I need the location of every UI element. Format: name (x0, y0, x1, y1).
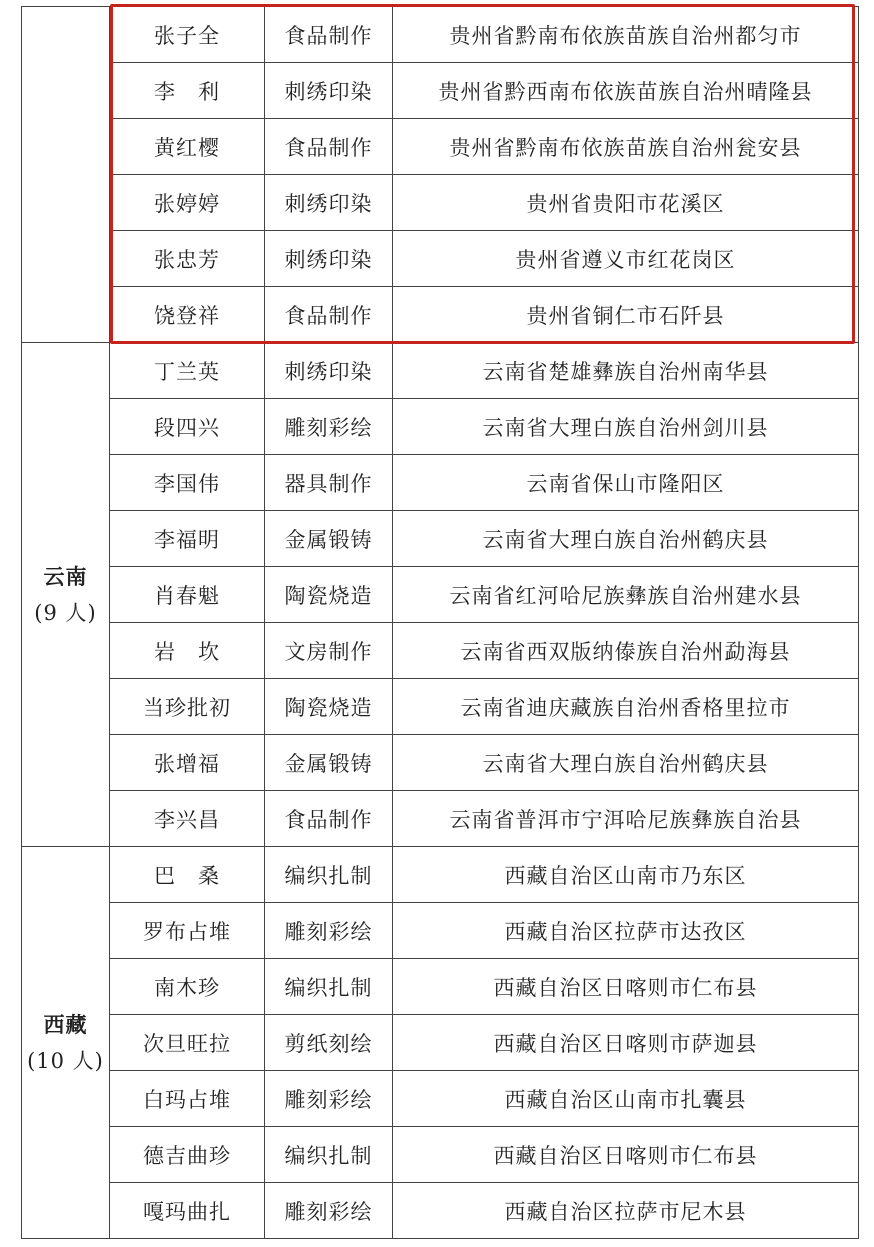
location-cell: 贵州省贵阳市花溪区 (393, 175, 859, 231)
person-name-cell: 嘎玛曲扎 (110, 1183, 265, 1239)
table-row (22, 1183, 859, 1239)
craft-category-cell: 雕刻彩绘 (265, 1071, 393, 1127)
person-name-cell: 黄红樱 (110, 119, 265, 175)
region-count: (10 人) (27, 1048, 104, 1073)
table-row (22, 175, 859, 231)
person-name-cell: 李国伟 (110, 455, 265, 511)
location-cell: 云南省保山市隆阳区 (393, 455, 859, 511)
table-row (22, 567, 859, 623)
person-name-cell: 当珍批初 (110, 679, 265, 735)
craft-category-cell: 陶瓷烧造 (265, 567, 393, 623)
craft-category-cell: 刺绣印染 (265, 343, 393, 399)
person-name-cell: 丁兰英 (110, 343, 265, 399)
location-cell: 贵州省黔西南布依族苗族自治州晴隆县 (393, 63, 859, 119)
person-name-cell: 白玛占堆 (110, 1071, 265, 1127)
table-row (22, 847, 859, 903)
table-row (22, 231, 859, 287)
location-cell: 西藏自治区日喀则市仁布县 (393, 959, 859, 1015)
table-row (22, 791, 859, 847)
table-row (22, 287, 859, 343)
location-cell: 西藏自治区拉萨市尼木县 (393, 1183, 859, 1239)
person-name-cell: 岩 坎 (110, 623, 265, 679)
table-row (22, 343, 859, 399)
craft-category-cell: 雕刻彩绘 (265, 1183, 393, 1239)
location-cell: 贵州省黔南布依族苗族自治州瓮安县 (393, 119, 859, 175)
location-cell: 西藏自治区日喀则市萨迦县 (393, 1015, 859, 1071)
location-cell: 云南省迪庆藏族自治州香格里拉市 (393, 679, 859, 735)
person-name-cell: 张子全 (110, 7, 265, 63)
location-cell: 西藏自治区山南市乃东区 (393, 847, 859, 903)
location-cell: 贵州省黔南布依族苗族自治州都匀市 (393, 7, 859, 63)
person-name-cell: 次旦旺拉 (110, 1015, 265, 1071)
location-cell: 西藏自治区拉萨市达孜区 (393, 903, 859, 959)
region-name: 云南 (43, 564, 88, 589)
table-row (22, 679, 859, 735)
person-name-cell: 张婷婷 (110, 175, 265, 231)
table-row (22, 455, 859, 511)
craft-category-cell: 剪纸刻绘 (265, 1015, 393, 1071)
craft-category-cell: 雕刻彩绘 (265, 903, 393, 959)
location-cell: 云南省普洱市宁洱哈尼族彝族自治县 (393, 791, 859, 847)
craft-category-cell: 食品制作 (265, 119, 393, 175)
person-name-cell: 巴 桑 (110, 847, 265, 903)
region-count: (9 人) (34, 600, 97, 625)
person-name-cell: 张增福 (110, 735, 265, 791)
table-row (22, 63, 859, 119)
region-cell (22, 847, 110, 1239)
craft-category-cell: 刺绣印染 (265, 231, 393, 287)
table-row (22, 623, 859, 679)
location-cell: 云南省西双版纳傣族自治州勐海县 (393, 623, 859, 679)
table-row (22, 903, 859, 959)
craft-category-cell: 文房制作 (265, 623, 393, 679)
person-name-cell: 德吉曲珍 (110, 1127, 265, 1183)
craft-category-cell: 雕刻彩绘 (265, 399, 393, 455)
location-cell: 贵州省遵义市红花岗区 (393, 231, 859, 287)
craft-category-cell: 编织扎制 (265, 847, 393, 903)
craft-category-cell: 陶瓷烧造 (265, 679, 393, 735)
craft-category-cell: 刺绣印染 (265, 63, 393, 119)
person-name-cell: 罗布占堆 (110, 903, 265, 959)
person-name-cell: 李 利 (110, 63, 265, 119)
craft-category-cell: 金属锻铸 (265, 735, 393, 791)
craft-category-cell: 金属锻铸 (265, 511, 393, 567)
location-cell: 贵州省铜仁市石阡县 (393, 287, 859, 343)
artisan-table (21, 6, 859, 1239)
table-row (22, 959, 859, 1015)
table-row (22, 1015, 859, 1071)
artisan-table-body (22, 7, 859, 1239)
craft-category-cell: 刺绣印染 (265, 175, 393, 231)
table-row (22, 735, 859, 791)
location-cell: 西藏自治区山南市扎囊县 (393, 1071, 859, 1127)
craft-category-cell: 器具制作 (265, 455, 393, 511)
location-cell: 云南省楚雄彝族自治州南华县 (393, 343, 859, 399)
person-name-cell: 李福明 (110, 511, 265, 567)
location-cell: 云南省大理白族自治州剑川县 (393, 399, 859, 455)
region-cell (22, 7, 110, 343)
location-cell: 云南省红河哈尼族彝族自治州建水县 (393, 567, 859, 623)
table-row (22, 399, 859, 455)
person-name-cell: 张忠芳 (110, 231, 265, 287)
craft-category-cell: 食品制作 (265, 287, 393, 343)
location-cell: 云南省大理白族自治州鹤庆县 (393, 735, 859, 791)
craft-category-cell: 编织扎制 (265, 959, 393, 1015)
table-row (22, 119, 859, 175)
craft-category-cell: 食品制作 (265, 791, 393, 847)
region-name: 西藏 (43, 1012, 88, 1037)
table-row (22, 7, 859, 63)
person-name-cell: 饶登祥 (110, 287, 265, 343)
table-row (22, 511, 859, 567)
craft-category-cell: 食品制作 (265, 7, 393, 63)
person-name-cell: 肖春魁 (110, 567, 265, 623)
table-row (22, 1127, 859, 1183)
location-cell: 西藏自治区日喀则市仁布县 (393, 1127, 859, 1183)
person-name-cell: 段四兴 (110, 399, 265, 455)
region-cell (22, 343, 110, 847)
table-row (22, 1071, 859, 1127)
person-name-cell: 南木珍 (110, 959, 265, 1015)
craft-category-cell: 编织扎制 (265, 1127, 393, 1183)
person-name-cell: 李兴昌 (110, 791, 265, 847)
location-cell: 云南省大理白族自治州鹤庆县 (393, 511, 859, 567)
